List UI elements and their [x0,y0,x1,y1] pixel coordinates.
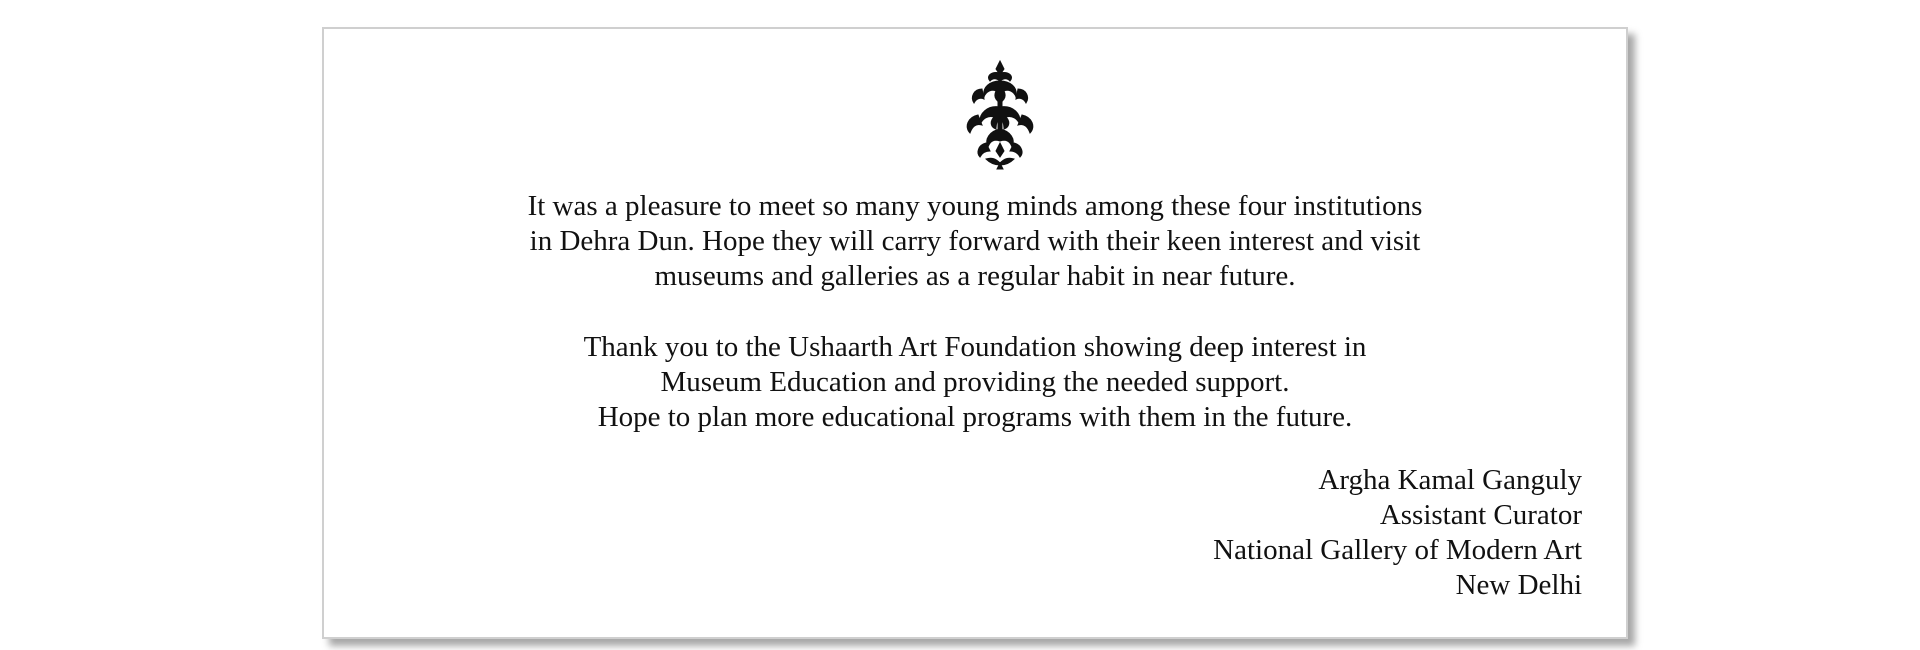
paragraph-1 [324,189,1626,294]
paragraph-2-line: Hope to plan more educational programs with them in the future. [597,401,1353,433]
paragraph-2-line: Museum Education and providing the needed support. [660,366,1290,398]
paragraph-1-line: It was a pleasure to meet so many young minds among these four institutions [527,190,1423,222]
paragraph-2-line: Thank you to the Ushaarth Art Foundation showing deep interest in [583,331,1367,363]
paragraph-1-line: in Dehra Dun. Hope they will carry forward with their keen interest and visit [529,225,1421,257]
signature-block [1213,463,1582,603]
signature-name: Argha Kamal Ganguly [1318,464,1582,496]
signature-organization: National Gallery of Modern Art [1213,534,1582,566]
signature-city: New Delhi [1455,569,1582,601]
letter-card [322,27,1628,639]
paragraph-1-line: museums and galleries as a regular habit in near future. [654,260,1296,292]
floral-ornament-icon [960,59,1040,171]
paragraph-2 [324,330,1626,435]
signature-title: Assistant Curator [1379,499,1582,531]
